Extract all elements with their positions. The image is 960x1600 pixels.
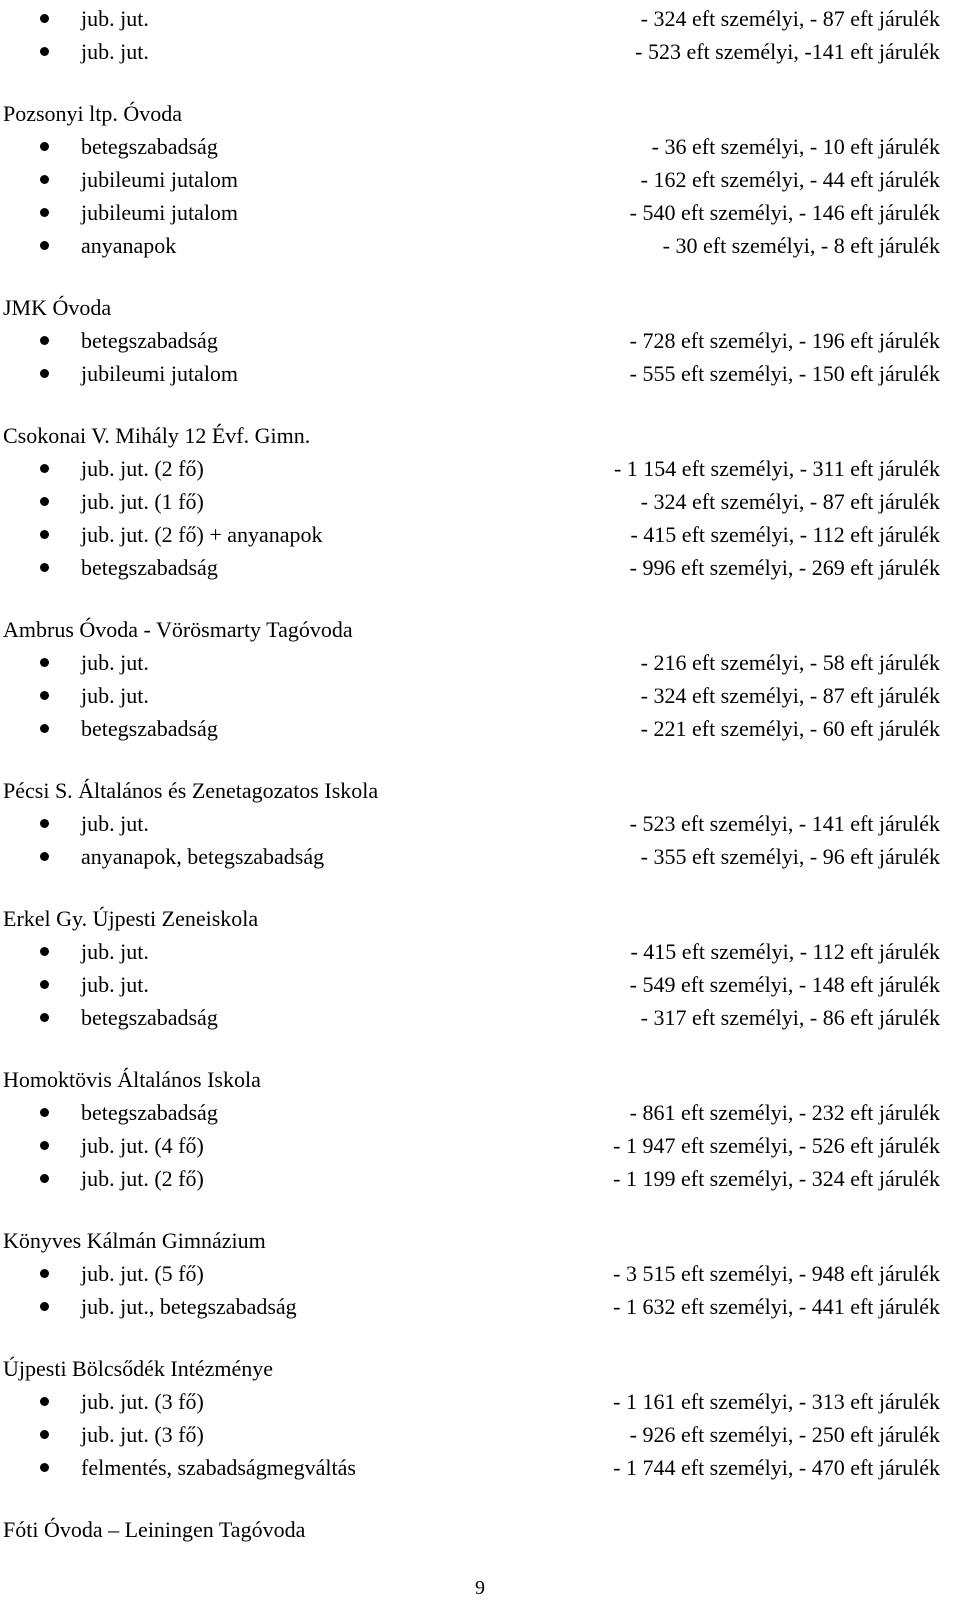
item-amount: - 549 eft személyi, - 148 eft járulék (629, 972, 940, 997)
list-item (0, 485, 960, 518)
item-label: jub. jut. (2 fő) + anyanapok (81, 522, 323, 547)
list-item (0, 1418, 960, 1451)
item-label: betegszabadság (81, 1100, 218, 1125)
item-label: jub. jut., betegszabadság (81, 1294, 297, 1319)
list-item (0, 646, 960, 679)
item-amount: - 523 eft személyi, - 141 eft járulék (629, 811, 940, 836)
list-item (0, 1129, 960, 1162)
item-label: jub. jut. (81, 39, 149, 64)
item-label: jub. jut. (5 fő) (81, 1261, 204, 1286)
bullet-icon (40, 819, 49, 828)
bullet-icon (40, 336, 49, 345)
item-amount: - 728 eft személyi, - 196 eft járulék (629, 328, 940, 353)
list-item (0, 679, 960, 712)
section-title: Pozsonyi ltp. Óvoda (3, 101, 183, 126)
list-item (0, 807, 960, 840)
item-amount: - 555 eft személyi, - 150 eft járulék (629, 361, 940, 386)
institution-section (0, 291, 960, 390)
list-item (0, 840, 960, 873)
list-item (0, 2, 960, 35)
list-item (0, 935, 960, 968)
item-amount: - 162 eft személyi, - 44 eft járulék (640, 167, 940, 192)
item-amount: - 523 eft személyi, -141 eft járulék (635, 39, 940, 64)
item-amount: - 926 eft személyi, - 250 eft járulék (629, 1422, 940, 1447)
list-item (0, 1162, 960, 1195)
item-amount: - 3 515 eft személyi, - 948 eft járulék (613, 1261, 940, 1286)
item-label: jub. jut. (81, 6, 149, 31)
item-label: jub. jut. (81, 650, 149, 675)
item-label: jub. jut. (81, 939, 149, 964)
bullet-icon (40, 497, 49, 506)
item-amount: - 355 eft személyi, - 96 eft járulék (640, 844, 940, 869)
item-label: jubileumi jutalom (81, 361, 239, 386)
section-title: Fóti Óvoda – Leiningen Tagóvoda (3, 1517, 306, 1542)
bullet-icon (40, 464, 49, 473)
list-item (0, 196, 960, 229)
item-label: jub. jut. (3 fő) (81, 1422, 204, 1447)
item-label: betegszabadság (81, 555, 218, 580)
item-amount: - 324 eft személyi, - 87 eft járulék (640, 6, 940, 31)
list-item (0, 229, 960, 262)
list-item (0, 712, 960, 745)
bullet-icon (40, 980, 49, 989)
institution-section (0, 1513, 960, 1546)
institution-section (0, 774, 960, 873)
bullet-icon (40, 852, 49, 861)
top-items (0, 2, 960, 68)
list-item (0, 518, 960, 551)
item-label: betegszabadság (81, 1005, 218, 1030)
item-amount: - 317 eft személyi, - 86 eft járulék (640, 1005, 940, 1030)
bullet-icon (40, 1463, 49, 1472)
item-amount: - 1 744 eft személyi, - 470 eft járulék (613, 1455, 940, 1480)
section-title: Homoktövis Általános Iskola (3, 1067, 261, 1092)
item-amount: - 1 947 eft személyi, - 526 eft járulék (613, 1133, 940, 1158)
institution-section (0, 613, 960, 745)
item-amount: - 861 eft személyi, - 232 eft járulék (629, 1100, 940, 1125)
section-title: Ambrus Óvoda - Vörösmarty Tagóvoda (3, 617, 353, 642)
item-amount: - 36 eft személyi, - 10 eft járulék (651, 134, 940, 159)
item-amount: - 1 632 eft személyi, - 441 eft járulék (613, 1294, 940, 1319)
section-title: Pécsi S. Általános és Zenetagozatos Iskola (3, 778, 379, 803)
bullet-icon (40, 175, 49, 184)
bullet-icon (40, 1302, 49, 1311)
section-title: Erkel Gy. Újpesti Zeneiskola (3, 906, 259, 931)
institution-section (0, 1224, 960, 1323)
list-item (0, 324, 960, 357)
bullet-icon (40, 947, 49, 956)
item-label: jubileumi jutalom (81, 167, 239, 192)
list-item (0, 163, 960, 196)
page-number: 9 (475, 1577, 485, 1599)
item-label: jub. jut. (2 fő) (81, 1166, 204, 1191)
list-item (0, 130, 960, 163)
bullet-icon (40, 691, 49, 700)
item-label: jub. jut. (1 fő) (81, 489, 204, 514)
item-label: anyanapok, betegszabadság (81, 844, 325, 869)
item-label: felmentés, szabadságmegváltás (81, 1455, 356, 1480)
item-amount: - 415 eft személyi, - 112 eft járulék (630, 522, 940, 547)
bullet-icon (40, 1174, 49, 1183)
list-item (0, 1290, 960, 1323)
item-amount: - 996 eft személyi, - 269 eft járulék (629, 555, 940, 580)
bullet-icon (40, 563, 49, 572)
item-amount: - 30 eft személyi, - 8 eft járulék (662, 233, 940, 258)
institution-section (0, 419, 960, 584)
bullet-icon (40, 241, 49, 250)
sections (0, 97, 960, 1546)
item-amount: - 324 eft személyi, - 87 eft járulék (640, 489, 940, 514)
item-label: betegszabadság (81, 134, 218, 159)
bullet-icon (40, 1013, 49, 1022)
item-amount: - 324 eft személyi, - 87 eft járulék (640, 683, 940, 708)
section-title: Könyves Kálmán Gimnázium (3, 1228, 266, 1253)
institution-section (0, 902, 960, 1034)
bullet-icon (40, 530, 49, 539)
section-title: Csokonai V. Mihály 12 Évf. Gimn. (3, 423, 311, 448)
bullet-icon (40, 1108, 49, 1117)
item-amount: - 1 154 eft személyi, - 311 eft járulék (613, 456, 940, 481)
bullet-icon (40, 47, 49, 56)
institution-section (0, 1352, 960, 1484)
item-amount: - 1 199 eft személyi, - 324 eft járulék (613, 1166, 940, 1191)
bullet-icon (40, 208, 49, 217)
bullet-icon (40, 1269, 49, 1278)
item-label: jub. jut. (81, 683, 149, 708)
bullet-icon (40, 724, 49, 733)
list-item (0, 1001, 960, 1034)
list-item (0, 1385, 960, 1418)
item-amount: - 415 eft személyi, - 112 eft járulék (630, 939, 940, 964)
bullet-icon (40, 14, 49, 23)
list-item (0, 1451, 960, 1484)
list-item (0, 452, 960, 485)
item-amount: - 1 161 eft személyi, - 313 eft járulék (613, 1389, 940, 1414)
item-label: betegszabadság (81, 328, 218, 353)
item-label: jub. jut. (3 fő) (81, 1389, 204, 1414)
bullet-icon (40, 1397, 49, 1406)
item-label: betegszabadság (81, 716, 218, 741)
section-title: Újpesti Bölcsődék Intézménye (3, 1356, 274, 1381)
list-item (0, 1257, 960, 1290)
item-label: jub. jut. (2 fő) (81, 456, 204, 481)
item-label: jubileumi jutalom (81, 200, 239, 225)
item-label: anyanapok (81, 233, 177, 258)
list-item (0, 968, 960, 1001)
item-amount: - 221 eft személyi, - 60 eft járulék (640, 716, 940, 741)
list-item (0, 551, 960, 584)
section-title: JMK Óvoda (3, 295, 112, 320)
item-amount: - 216 eft személyi, - 58 eft járulék (640, 650, 940, 675)
institution-section (0, 97, 960, 262)
bullet-icon (40, 1430, 49, 1439)
item-amount: - 540 eft személyi, - 146 eft járulék (629, 200, 940, 225)
bullet-icon (40, 658, 49, 667)
item-label: jub. jut. (81, 972, 149, 997)
bullet-icon (40, 1141, 49, 1150)
item-label: jub. jut. (4 fő) (81, 1133, 204, 1158)
list-item (0, 357, 960, 390)
bullet-icon (40, 142, 49, 151)
list-item (0, 35, 960, 68)
item-label: jub. jut. (81, 811, 149, 836)
institution-section (0, 1063, 960, 1195)
bullet-icon (40, 369, 49, 378)
list-item (0, 1096, 960, 1129)
